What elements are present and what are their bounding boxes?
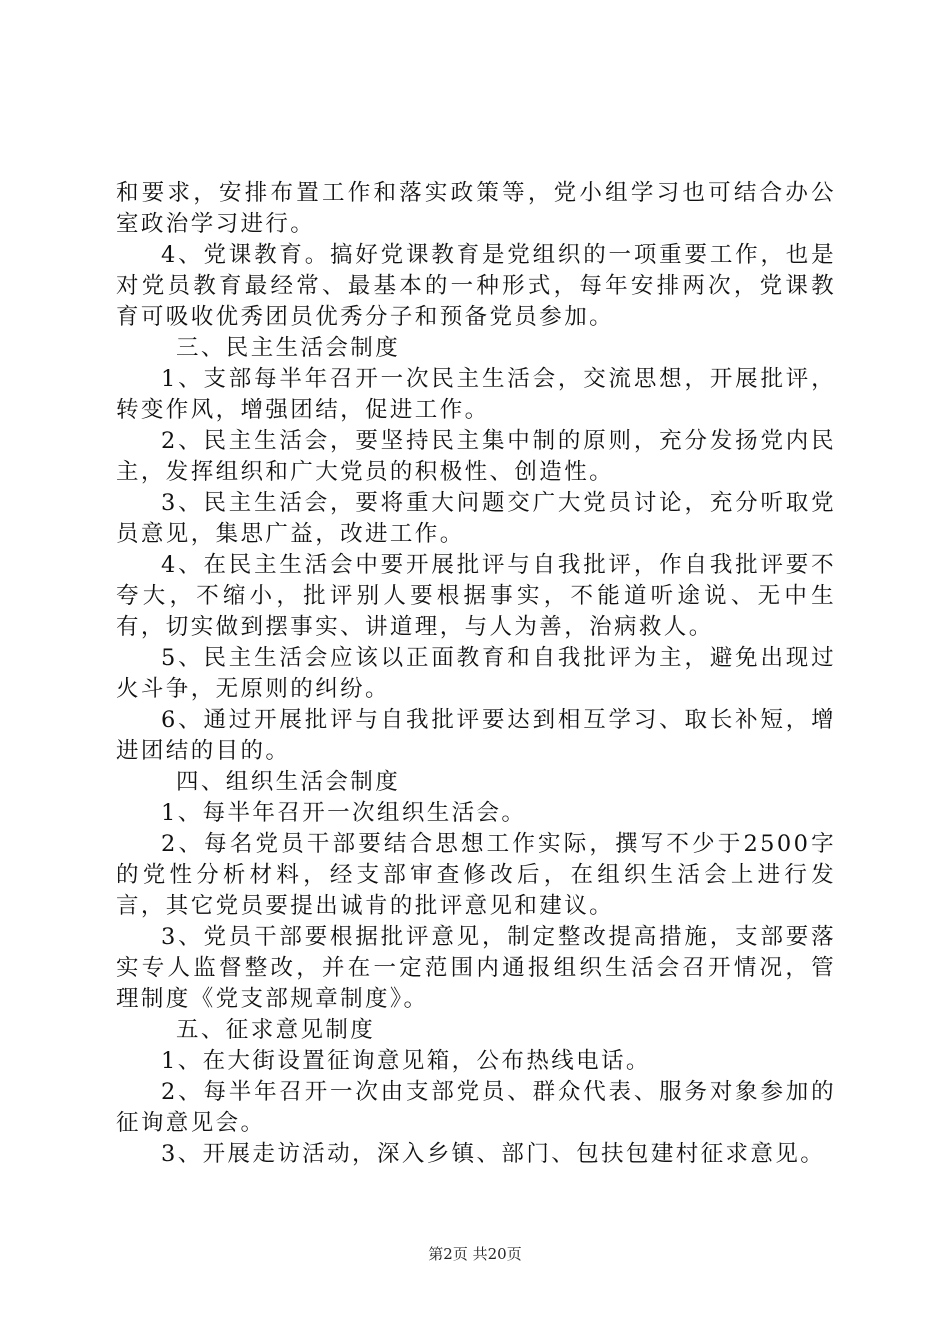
paragraph: 2、每名党员干部要结合思想工作实际，撰写不少于2500字的党性分析材料，经支部审查修改后，在组织生活会上进行发言，其它党员要提出诚肯的批评意见和建议。: [116, 831, 836, 919]
page-number-footer: 第2页 共20页: [428, 1245, 522, 1263]
paragraph: 3、开展走访活动，深入乡镇、部门、包扶包建村征求意见。: [161, 1141, 826, 1167]
section-heading: 三、民主生活会制度: [176, 335, 401, 361]
paragraph: 2、民主生活会，要坚持民主集中制的原则，充分发扬党内民主，发挥组织和广大党员的积极性、创造性。: [116, 428, 836, 485]
paragraph: 2、每半年召开一次由支部党员、群众代表、服务对象参加的征询意见会。: [116, 1079, 836, 1136]
paragraph: 1、每半年召开一次组织生活会。: [161, 800, 527, 826]
paragraph: 3、党员干部要根据批评意见，制定整改提高措施，支部要落实专人监督整改，并在一定范围内通报组织生活会召开情况，管理制度《党支部规章制度》。: [116, 924, 836, 1012]
section-heading: 五、征求意见制度: [176, 1017, 376, 1043]
paragraph: 1、支部每半年召开一次民主生活会，交流思想，开展批评，转变作风，增强团结，促进工作。: [116, 366, 836, 423]
paragraph: 3、民主生活会，要将重大问题交广大党员讨论，充分听取党员意见，集思广益，改进工作。: [116, 490, 836, 547]
paragraph: 4、党课教育。搞好党课教育是党组织的一项重要工作，也是对党员教育最经常、最基本的一种形式，每年安排两次，党课教育可吸收优秀团员优秀分子和预备党员参加。: [116, 242, 836, 330]
section-heading: 四、组织生活会制度: [176, 769, 401, 795]
paragraph: 和要求，安排布置工作和落实政策等，党小组学习也可结合办公室政治学习进行。: [116, 180, 836, 237]
paragraph: 5、民主生活会应该以正面教育和自我批评为主，避免出现过火斗争，无原则的纠纷。: [116, 645, 836, 702]
paragraph: 4、在民主生活会中要开展批评与自我批评，作自我批评要不夸大，不缩小，批评别人要根据事实，不能道听途说、无中生有，切实做到摆事实、讲道理，与人为善，治病救人。: [116, 552, 836, 640]
paragraph: 6、通过开展批评与自我批评要达到相互学习、取长补短，增进团结的目的。: [116, 707, 836, 764]
paragraph: 1、在大街设置征询意见箱，公布热线电话。: [161, 1048, 651, 1074]
document-body: [116, 178, 836, 1170]
